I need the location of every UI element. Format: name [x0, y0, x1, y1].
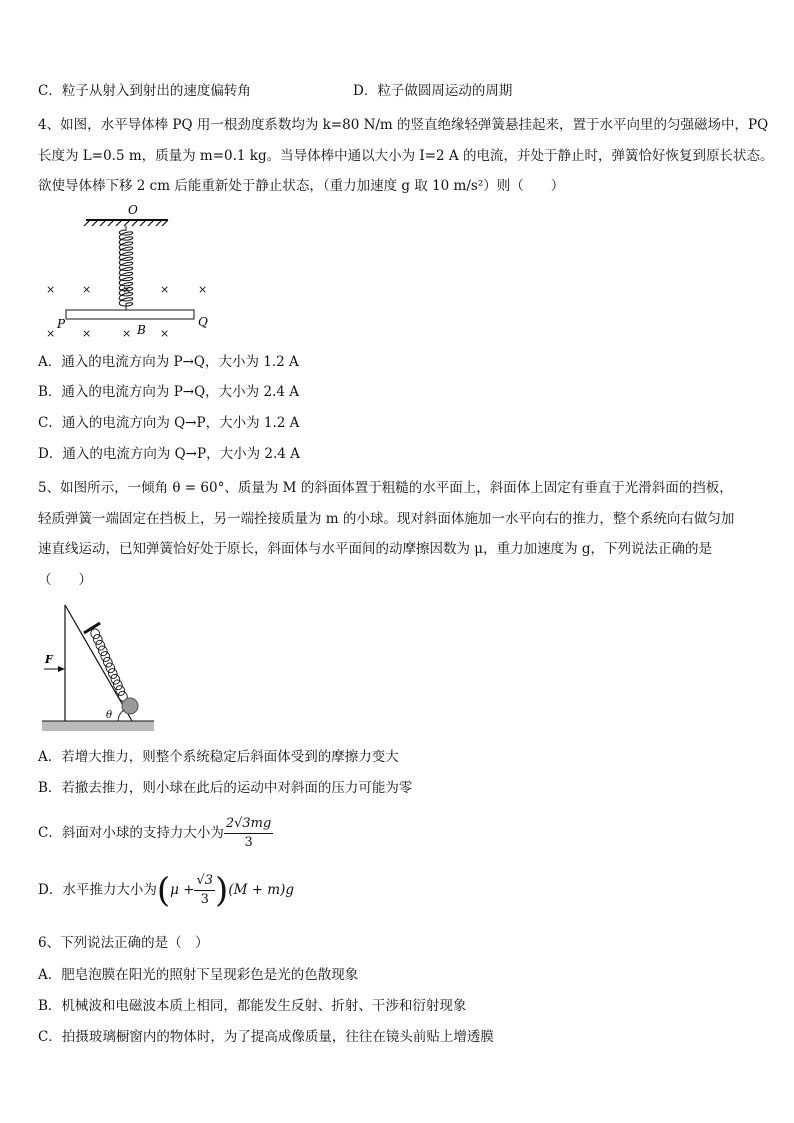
q5-ball — [122, 698, 138, 714]
q3-option-d: D．粒子做圆周运动的周期 — [353, 83, 513, 99]
q4-label-b: B — [137, 323, 146, 337]
q5-option-d-prefix: D．水平推力大小为 — [38, 882, 157, 898]
q5-spring-loop — [107, 667, 119, 680]
q5-option-c-prefix: C．斜面对小球的支持力大小为 — [38, 825, 224, 841]
q5-spring-loop — [97, 644, 109, 657]
q3-option-c: C．粒子从射入到射出的速度偏转角 — [38, 83, 251, 99]
svg-text:×: × — [82, 327, 92, 340]
q4-option-b: B．通入的电流方向为 P→Q，大小为 2.4 A — [38, 384, 299, 400]
q5-stem-line1: 5、如图所示，一倾角 θ = 60°、质量为 M 的斜面体置于粗糙的水平面上，斜面体上固定有垂直于光滑斜面的挡板， — [38, 480, 733, 496]
q5-figure — [40, 595, 160, 735]
q5-label-theta: θ — [106, 710, 113, 721]
q4-spring — [119, 226, 133, 310]
q4-label-o: O — [128, 203, 138, 217]
q4-stem-line2: 长度为 L=0.5 m，质量为 m=0.1 kg。当导体棒中通以大小为 I=2 A 的电流，并处于静止时，弹簧恰好恢复到原长状态。 — [38, 148, 774, 164]
q5-spring-loop — [109, 673, 121, 686]
q5-spring — [89, 627, 128, 702]
q4-stem-line1: 4、如图，水平导体棒 PQ 用一根劲度系数均为 k=80 N/m 的竖直绝缘轻弹簧悬挂起来，置于水平向里的匀强磁场中，PQ — [38, 117, 769, 133]
q4-option-d: D．通入的电流方向为 Q→P，大小为 2.4 A — [38, 446, 300, 462]
q4-figure — [38, 200, 218, 340]
svg-text:×: × — [122, 327, 132, 340]
svg-text:×: × — [122, 283, 132, 296]
svg-text:×: × — [46, 283, 56, 296]
q4-option-c: C．通入的电流方向为 Q→P，大小为 1.2 A — [38, 415, 300, 431]
q6-option-c: C．拍摄玻璃橱窗内的物体时，为了提高成像质量，往往在镜头前贴上增透膜 — [38, 1029, 494, 1045]
svg-text:×: × — [82, 283, 92, 296]
q4-spring-coil — [119, 226, 133, 310]
svg-text:×: × — [198, 283, 208, 296]
q4-conductor-rod — [66, 310, 194, 319]
q5-ground — [42, 721, 154, 731]
svg-text:×: × — [160, 327, 170, 340]
q4-option-a: A．通入的电流方向为 P→Q，大小为 1.2 A — [38, 354, 299, 370]
q5-option-d-mu: μ + — [170, 882, 195, 898]
q5-baffle — [84, 623, 100, 633]
q5-spring-loop — [104, 661, 116, 674]
q5-option-b: B．若撤去推力，则小球在此后的运动中对斜面的压力可能为零 — [38, 780, 413, 796]
q6-option-a: A．肥皂泡膜在阳光的照射下呈现彩色是光的色散现象 — [38, 967, 359, 983]
svg-text:×: × — [46, 327, 56, 340]
q5-spring-loop — [92, 633, 104, 646]
q5-stem-line3: 速直线运动，已知弹簧恰好处于原长，斜面体与水平面间的动摩擦因数为 μ，重力加速度为 g，下列说法正确的是 — [38, 541, 712, 557]
q4-label-q: Q — [198, 315, 208, 329]
q5-spring-loop — [99, 650, 111, 663]
q5-option-d-suffix: (M + m)g — [228, 882, 295, 898]
q4-label-p: P — [57, 317, 66, 331]
q6-option-b: B．机械波和电磁波本质上相同，都能发生反射、折射、干涉和衍射现象 — [38, 998, 467, 1014]
q3-options-row — [38, 82, 513, 100]
q5-option-c — [38, 815, 273, 852]
q5-option-d: D．水平推力大小为(μ + $\frac{√3}{3}$ )(M + m)g — [38, 870, 295, 911]
q5-option-d-fraction: $\frac{√3}{3}$ — [196, 873, 214, 907]
svg-text:×: × — [160, 283, 170, 296]
q5-stem-line4: （ ） — [38, 572, 92, 588]
q6-stem: 6、下列说法正确的是（ ） — [38, 935, 209, 951]
q5-option-a: A．若增大推力，则整个系统稳定后斜面体受到的摩擦力变大 — [38, 749, 399, 765]
q5-option-c-fraction: $\frac{2√3mg}{3}$ — [225, 816, 272, 850]
q4-stem-line3: 欲使导体棒下移 2 cm 后能重新处于静止状态，（重力加速度 g 取 10 m/s²）则（ ） — [38, 178, 565, 194]
q5-label-f: F — [45, 653, 53, 666]
q5-stem-line2: 轻质弹簧一端固定在挡板上，另一端拴接质量为 m 的小球。现对斜面体施加一水平向右的推力，整个系统向右做匀加 — [38, 511, 735, 527]
q5-spring-loop — [102, 656, 114, 669]
q5-spring-loop — [114, 684, 126, 697]
q5-spring-loop — [94, 639, 106, 652]
